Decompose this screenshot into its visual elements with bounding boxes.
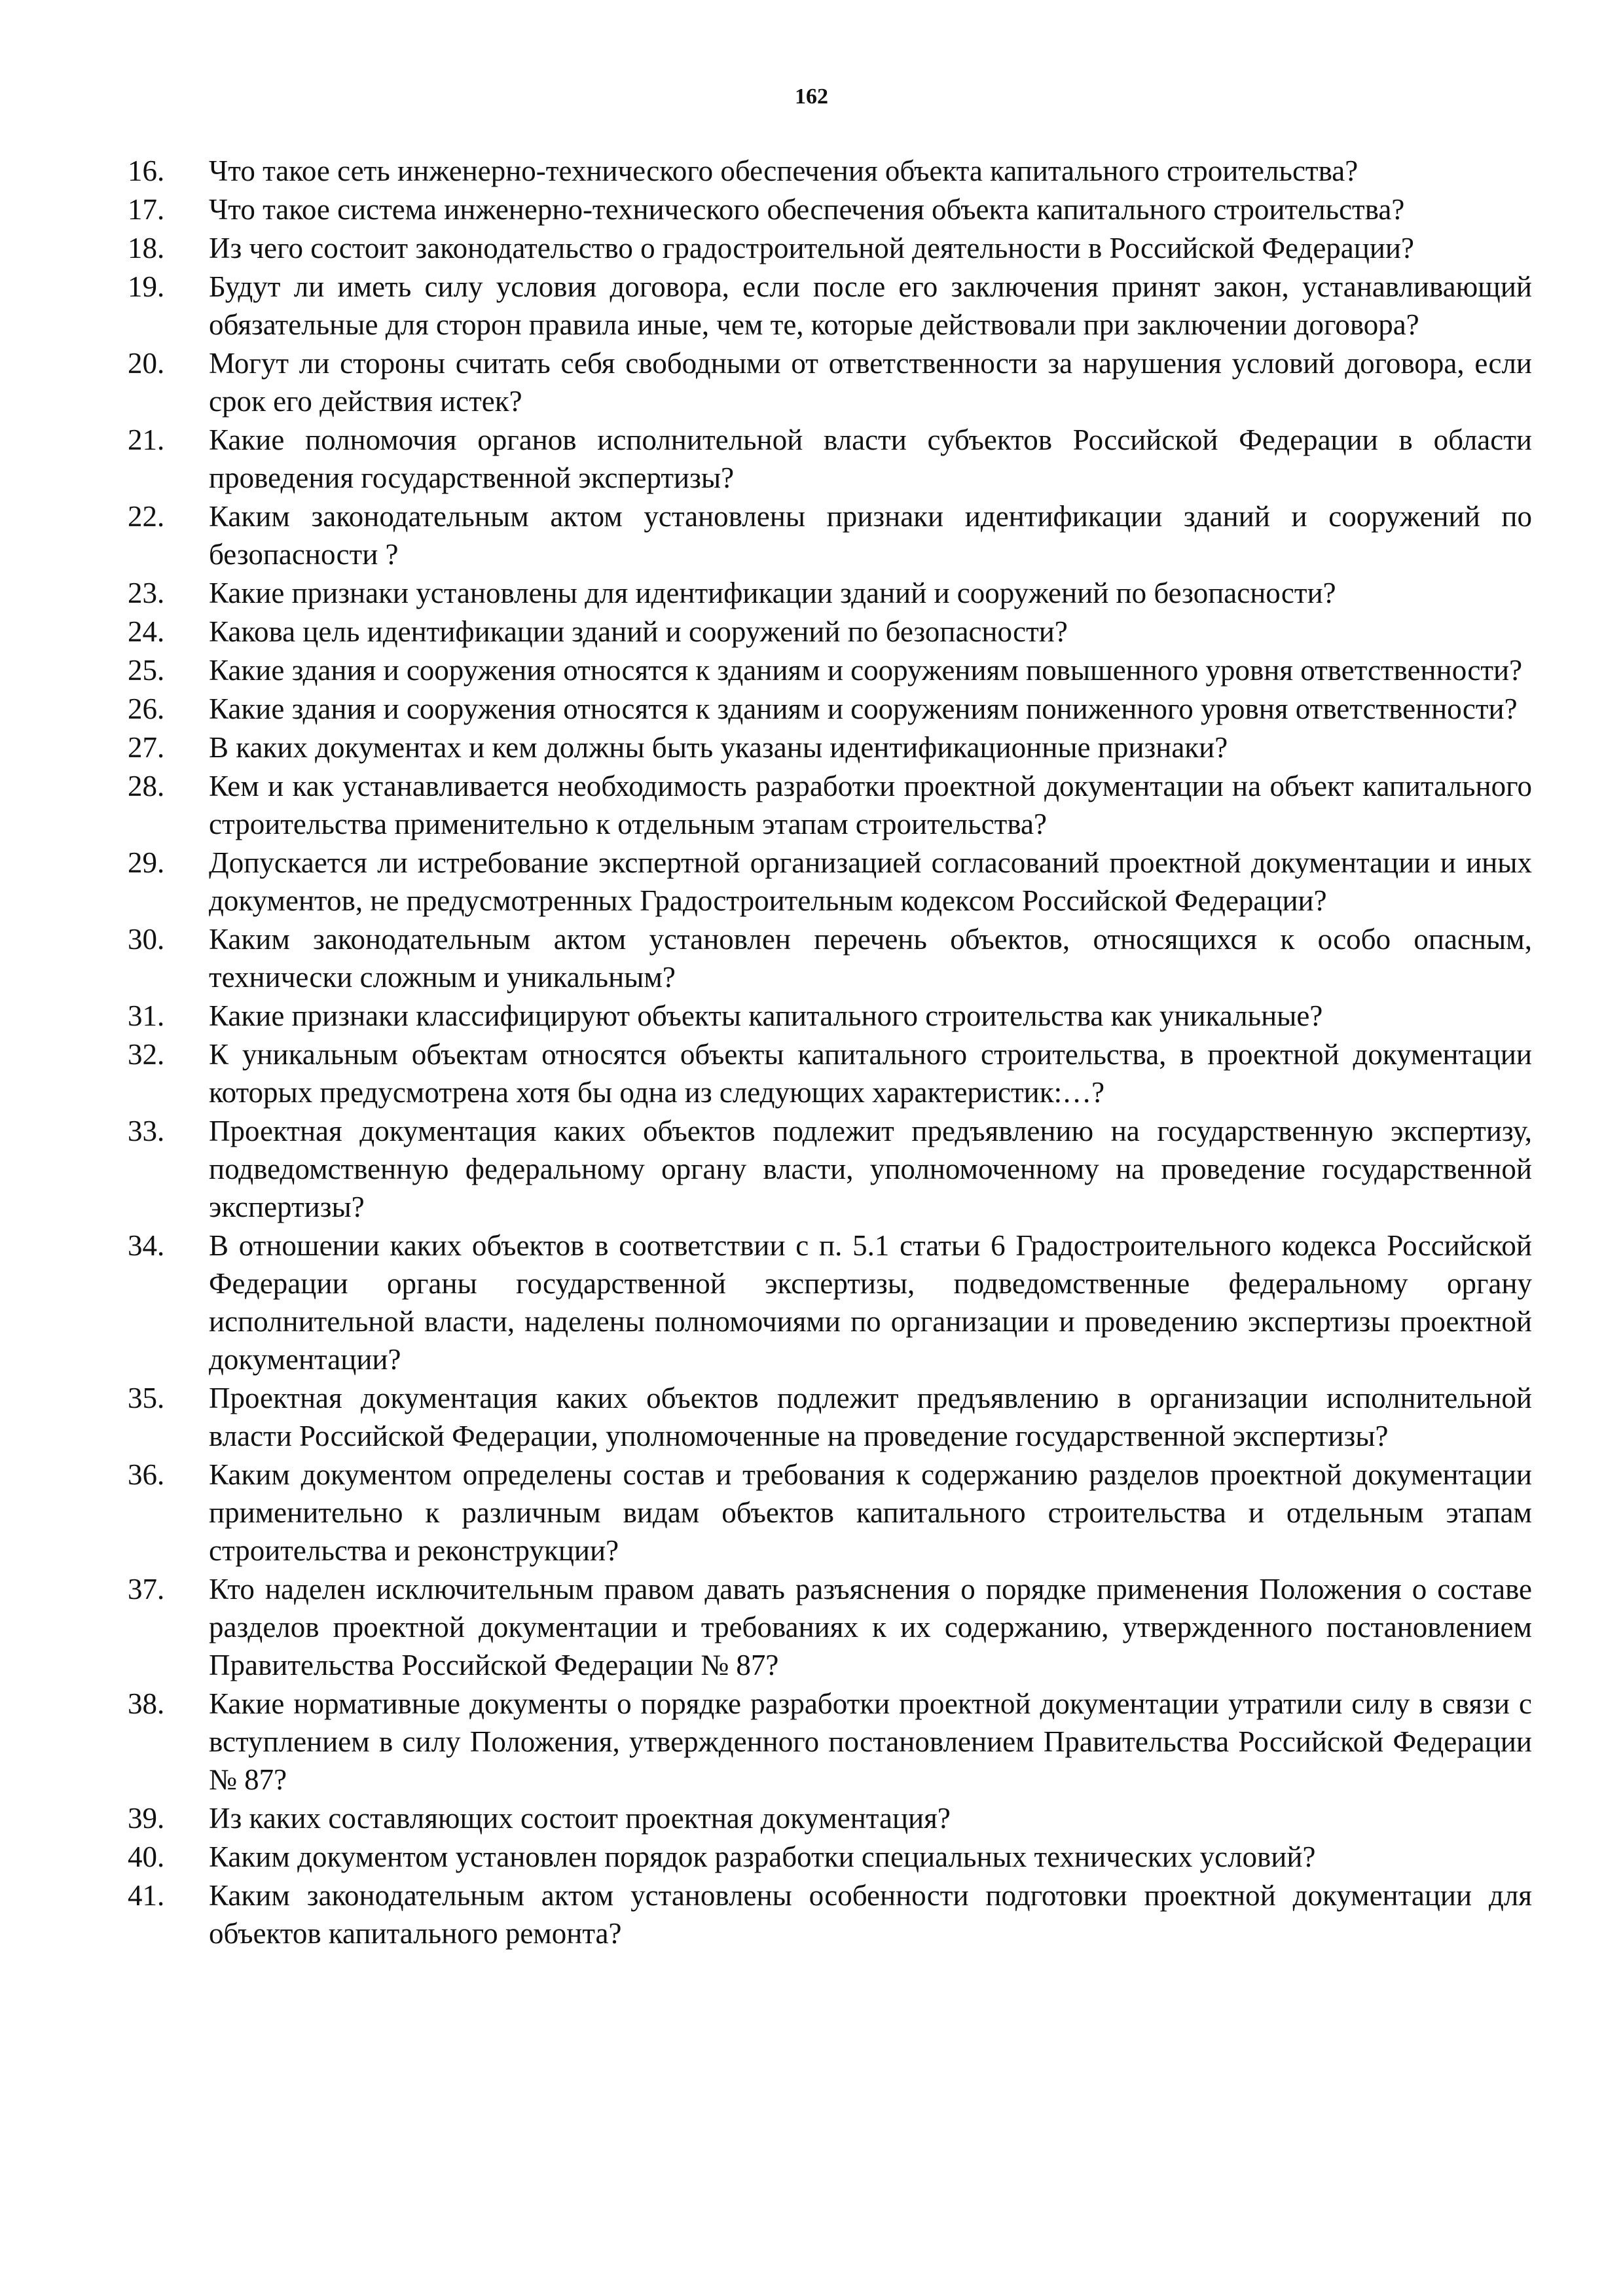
question-number: 20. <box>128 347 165 380</box>
question-item <box>128 574 1532 612</box>
question-number: 38. <box>128 1687 165 1720</box>
question-number: 26. <box>128 692 165 725</box>
question-item <box>128 1570 1532 1684</box>
question-item <box>128 1799 1532 1837</box>
question-text: Какие полномочия органов исполнительной власти субъектов Российской Федерации в области проведения государственной экспертизы? <box>209 423 1532 494</box>
question-number: 25. <box>128 654 165 687</box>
question-text: Из чего состоит законодательство о градостроительной деятельности в Российской Федерации? <box>209 232 1414 264</box>
question-number: 32. <box>128 1038 165 1071</box>
question-number: 40. <box>128 1840 165 1873</box>
question-number: 41. <box>128 1879 165 1912</box>
question-number: 34. <box>128 1229 165 1262</box>
question-number: 39. <box>128 1802 165 1835</box>
question-text: Какие здания и сооружения относятся к зданиям и сооружениям пониженного уровня ответственности? <box>209 692 1518 725</box>
question-text: Проектная документация каких объектов подлежит предъявлению на государственную экспертизу, подведомственную федеральному органу власти, уполномоченному на проведение государственной экспертизы? <box>209 1115 1532 1223</box>
question-text: Допускается ли истребование экспертной организацией согласований проектной документации и иных документов, не предусмотренных Градостроительным кодексом Российской Федерации? <box>209 846 1532 917</box>
question-text: Проектная документация каких объектов подлежит предъявлению в организации исполнительной власти Российской Федерации, уполномоченные на проведение государственной экспертизы? <box>209 1382 1532 1452</box>
question-number: 18. <box>128 232 165 264</box>
question-number: 23. <box>128 577 165 609</box>
question-text: Каким документом установлен порядок разработки специальных технических условий? <box>209 1840 1316 1873</box>
question-number: 31. <box>128 999 165 1032</box>
question-text: Кем и как устанавливается необходимость разработки проектной документации на объект капитального строительства применительно к отдельным этапам строительства? <box>209 770 1532 840</box>
question-item <box>128 190 1532 228</box>
question-text: Будут ли иметь силу условия договора, если после его заключения принят закон, устанавливающий обязательные для сторон правила иные, чем те, которые действовали при заключении договора? <box>209 270 1532 341</box>
question-number: 36. <box>128 1458 165 1491</box>
question-text: Кто наделен исключительным правом давать разъяснения о порядке применения Положения о составе разделов проектной документации и требованиях к их содержанию, утвержденного постановлением Правительства Российской Федерации № 87? <box>209 1573 1532 1681</box>
question-item <box>128 997 1532 1035</box>
question-text: Какие нормативные документы о порядке разработки проектной документации утратили силу в связи с вступлением в силу Положения, утвержденного постановлением Правительства Российской Федерации № 87? <box>209 1687 1532 1796</box>
question-item <box>128 229 1532 267</box>
question-text: Какие здания и сооружения относятся к зданиям и сооружениям повышенного уровня ответственности? <box>209 654 1523 687</box>
question-text: Каким документом определены состав и требования к содержанию разделов проектной документации применительно к различным видам объектов капитального строительства и отдельным этапам строительства и реконструкции? <box>209 1458 1532 1567</box>
question-item <box>128 1456 1532 1570</box>
question-text: В каких документах и кем должны быть указаны идентификационные признаки? <box>209 731 1228 764</box>
question-number: 35. <box>128 1382 165 1414</box>
question-item <box>128 920 1532 996</box>
question-item <box>128 613 1532 651</box>
question-item <box>128 421 1532 497</box>
question-text: Каким законодательным актом установлены признаки идентификации зданий и сооружений по безопасности ? <box>209 500 1532 571</box>
question-number: 37. <box>128 1573 165 1605</box>
question-text: Что такое сеть инженерно-технического обеспечения объекта капитального строительства? <box>209 154 1359 187</box>
question-item <box>128 1112 1532 1226</box>
question-item <box>128 268 1532 344</box>
question-item <box>128 1838 1532 1876</box>
question-item <box>128 1227 1532 1378</box>
question-number: 30. <box>128 923 165 956</box>
question-number: 16. <box>128 154 165 187</box>
question-item <box>128 1379 1532 1455</box>
question-text: Что такое система инженерно-технического обеспечения объекта капитального строительства? <box>209 193 1405 226</box>
question-text: К уникальным объектам относятся объекты капитального строительства, в проектной документации которых предусмотрена хотя бы одна из следующих характеристик:…? <box>209 1038 1532 1109</box>
question-text: Могут ли стороны считать себя свободными от ответственности за нарушения условий договора, если срок его действия истек? <box>209 347 1532 418</box>
question-number: 17. <box>128 193 165 226</box>
question-text: Какие признаки классифицируют объекты капитального строительства как уникальные? <box>209 999 1323 1032</box>
question-item <box>128 497 1532 573</box>
question-number: 19. <box>128 270 165 303</box>
question-number: 29. <box>128 846 165 879</box>
question-number: 27. <box>128 731 165 764</box>
question-item <box>128 1035 1532 1111</box>
question-text: Каким законодательным актом установлен перечень объектов, относящихся к особо опасным, технически сложным и уникальным? <box>209 923 1532 994</box>
question-number: 24. <box>128 615 165 648</box>
question-number: 28. <box>128 770 165 802</box>
question-item <box>128 728 1532 766</box>
question-text: Какие признаки установлены для идентификации зданий и сооружений по безопасности? <box>209 577 1336 609</box>
question-item <box>128 344 1532 420</box>
question-text: Какова цель идентификации зданий и сооружений по безопасности? <box>209 615 1068 648</box>
question-list <box>128 152 1532 1953</box>
question-text: В отношении каких объектов в соответствии с п. 5.1 статьи 6 Градостроительного кодекса Российской Федерации органы государственной экспертизы, подведомственные федеральному органу исполнительной власти, наделены полномочиями по организации и проведению экспертизы проектной документации? <box>209 1229 1532 1376</box>
question-item <box>128 690 1532 728</box>
question-item <box>128 767 1532 843</box>
question-text: Каким законодательным актом установлены особенности подготовки проектной документации для объектов капитального ремонта? <box>209 1879 1532 1950</box>
question-item <box>128 651 1532 689</box>
question-item <box>128 152 1532 190</box>
question-item <box>128 1685 1532 1799</box>
question-item <box>128 1876 1532 1952</box>
question-item <box>128 844 1532 920</box>
question-number: 33. <box>128 1115 165 1147</box>
question-text: Из каких составляющих состоит проектная документация? <box>209 1802 951 1835</box>
page-number: 162 <box>795 84 828 109</box>
question-number: 21. <box>128 423 165 456</box>
question-number: 22. <box>128 500 165 533</box>
